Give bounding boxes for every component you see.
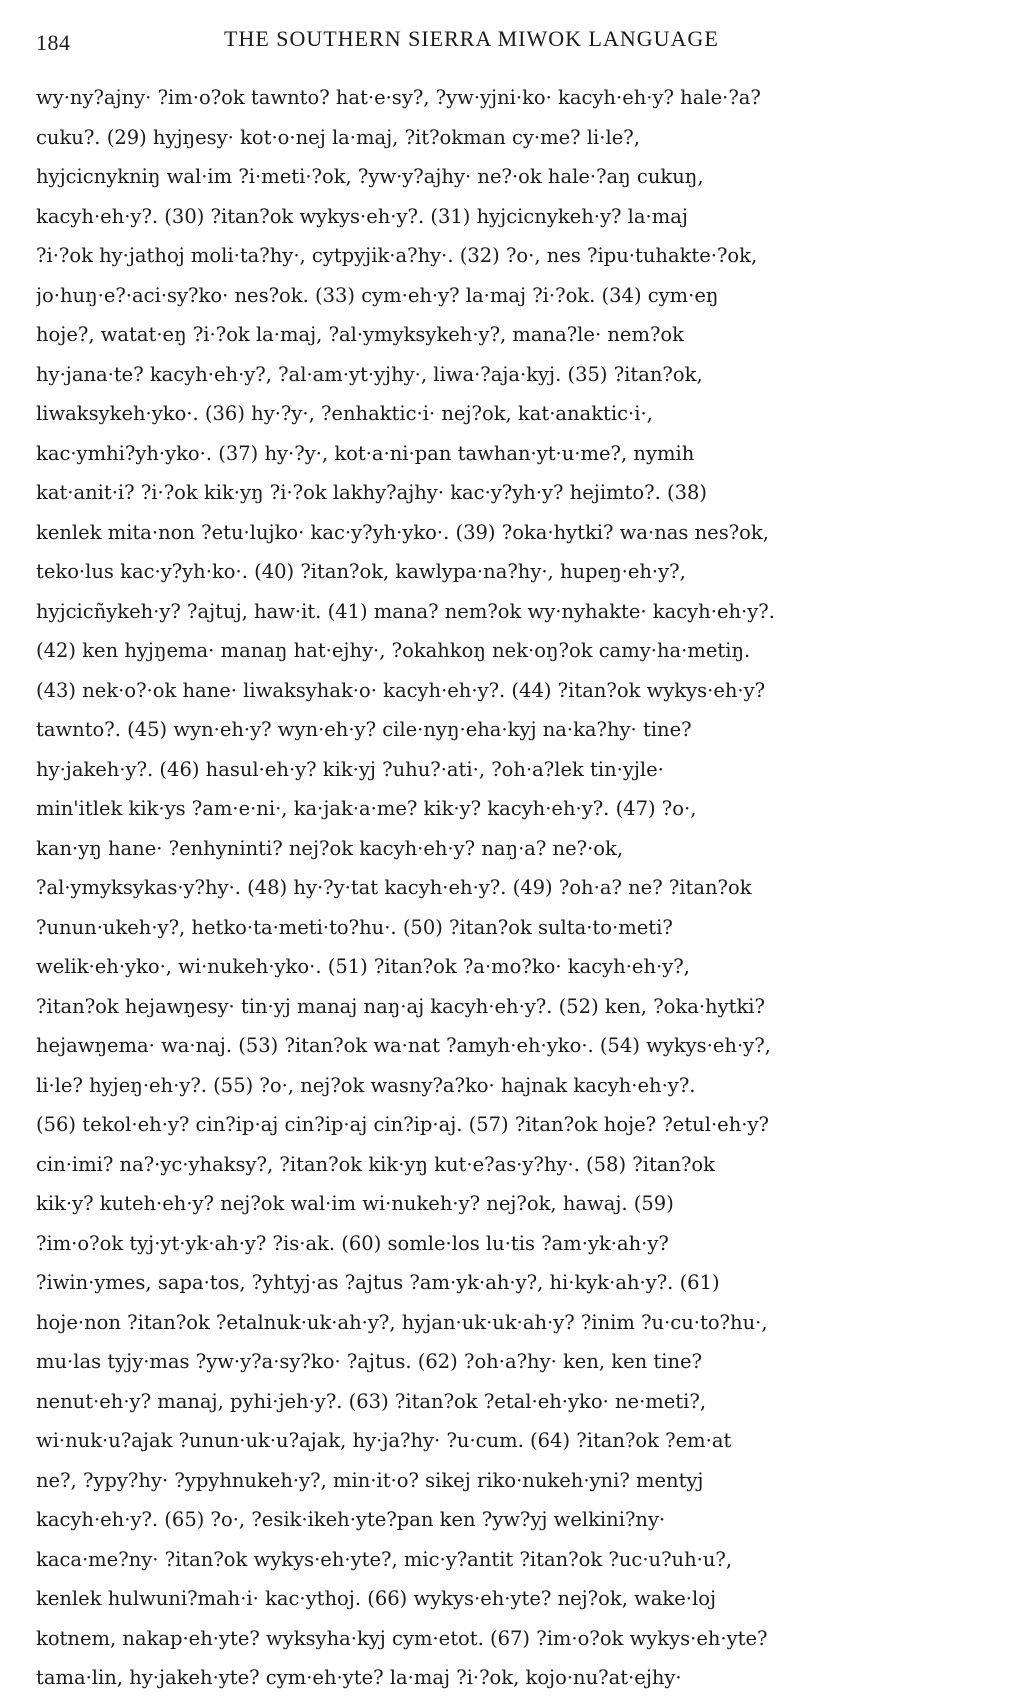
text-line: kenlek hulwuni?mah·i· kac·ythoj. (66) wykys·eh·yte? nej?ok, wake·loj <box>36 1587 716 1610</box>
text-line: kan·yŋ hane· ?enhyninti? nej?ok kacyh·eh·y? naŋ·a? ne?·ok, <box>36 836 624 860</box>
text-line: ?itan?ok hejawŋesy· tin·yj manaj naŋ·aj kacyh·eh·y?. (52) ken, ?oka·hytki? <box>36 994 765 1018</box>
text-line: teko·lus kac·y?yh·ko·. (40) ?itan?ok, kawlypa·na?hy·, hupeŋ·eh·y?, <box>36 560 686 583</box>
text-line: hyjcicñykeh·y? ?ajtuj, haw·it. (41) mana? nem?ok wy·nyhakte· kacyh·eh·y?. <box>36 599 775 623</box>
text-line: kat·anit·i? ?i·?ok kik·yŋ ?i·?ok lakhy?ajhy· kac·y?yh·y? hejimto?. (38) <box>36 481 708 504</box>
text-body <box>36 78 1006 1698</box>
text-line: jo·huŋ·e?·aci·sy?ko· nes?ok. (33) cym·eh·y? la·maj ?i·?ok. (34) cym·eŋ <box>36 283 719 307</box>
text-line: wy·ny?ajny· ?im·o?ok tawnto? hat·e·sy?, ?yw·yjni·ko· kacyh·eh·y? hale·?a? <box>36 86 761 109</box>
text-line: mu·las tyjy·mas ?yw·y?a·sy?ko· ?ajtus. (62) ?oh·a?hy· ken, ken tine? <box>36 1350 703 1373</box>
text-line: kik·y? kuteh·eh·y? nej?ok wal·im wi·nukeh·y? nej?ok, hawaj. (59) <box>36 1192 674 1215</box>
text-line: ne?, ?ypy?hy· ?ypyhnukeh·y?, min·it·o? sikej riko·nukeh·yni? mentyj <box>36 1468 704 1492</box>
text-line: kacyh·eh·y?. (30) ?itan?ok wykys·eh·y?. (31) hyjcicnykeh·y? la·maj <box>36 204 688 228</box>
text-line: kacyh·eh·y?. (65) ?o·, ?esik·ikeh·yte?pan ken ?yw?yj welkini?ny· <box>36 1508 666 1531</box>
text-line: tama·lin, hy·jakeh·yte? cym·eh·yte? la·maj ?i·?ok, kojo·nu?at·ejhy· <box>36 1666 682 1689</box>
text-line: kotnem, nakap·eh·yte? wyksyha·kyj cym·etot. (67) ?im·o?ok wykys·eh·yte? <box>36 1626 768 1650</box>
text-line: hejawŋema· wa·naj. (53) ?itan?ok wa·nat ?amyh·eh·yko·. (54) wykys·eh·y?, <box>36 1034 771 1057</box>
text-line: kenlek mita·non ?etu·lujko· kac·y?yh·yko·. (39) ?oka·hytki? wa·nas nes?ok, <box>36 520 769 544</box>
text-line: min'itlek kik·ys ?am·e·ni·, ka·jak·a·me? kik·y? kacyh·eh·y?. (47) ?o·, <box>36 797 697 820</box>
text-line: hy·jana·te? kacyh·eh·y?, ?al·am·yt·yjhy·, liwa·?aja·kyj. (35) ?itan?ok, <box>36 362 703 386</box>
text-line: li·le? hyjeŋ·eh·y?. (55) ?o·, nej?ok wasny?a?ko· hajnak kacyh·eh·y?. <box>36 1073 696 1097</box>
text-line: hoje·non ?itan?ok ?etalnuk·uk·ah·y?, hyjan·uk·uk·ah·y? ?inim ?u·cu·to?hu·, <box>36 1310 768 1334</box>
text-line: (42) ken hyjŋema· manaŋ hat·ejhy·, ?okahkoŋ nek·oŋ?ok camy·ha·metiŋ. <box>36 639 751 662</box>
text-line: ?al·ymyksykas·y?hy·. (48) hy·?y·tat kacyh·eh·y?. (49) ?oh·a? ne? ?itan?ok <box>36 876 752 899</box>
text-line: wi·nuk·u?ajak ?unun·uk·u?ajak, hy·ja?hy· ?u·cum. (64) ?itan?ok ?em·at <box>36 1429 732 1452</box>
text-line: ?i·?ok hy·jathoj moli·ta?hy·, cytpyjik·a?hy·. (32) ?o·, nes ?ipu·tuhakte·?ok, <box>36 244 758 267</box>
text-line: (56) tekol·eh·y? cin?ip·aj cin?ip·aj cin?ip·aj. (57) ?itan?ok hoje? ?etul·eh·y? <box>36 1113 769 1136</box>
text-line: kac·ymhi?yh·yko·. (37) hy·?y·, kot·a·ni·pan tawhan·yt·u·me?, nymih <box>36 441 695 465</box>
text-line: hy·jakeh·y?. (46) hasul·eh·y? kik·yj ?uhu?·ati·, ?oh·a?lek tin·yjle· <box>36 757 664 781</box>
page-header <box>36 20 806 60</box>
text-line: hoje?, watat·eŋ ?i·?ok la·maj, ?al·ymyksykeh·y?, mana?le· nem?ok <box>36 323 684 346</box>
text-line: kaca·me?ny· ?itan?ok wykys·eh·yte?, mic·y?antit ?itan?ok ?uc·u?uh·u?, <box>36 1547 733 1571</box>
text-line: (43) nek·o?·ok hane· liwaksyhak·o· kacyh·eh·y?. (44) ?itan?ok wykys·eh·y? <box>36 678 766 702</box>
text-line: tawnto?. (45) wyn·eh·y? wyn·eh·y? cile·nyŋ·eha·kyj na·ka?hy· tine? <box>36 718 692 741</box>
text-line: ?iwin·ymes, sapa·tos, ?yhtyj·as ?ajtus ?am·yk·ah·y?, hi·kyk·ah·y?. (61) <box>36 1271 720 1294</box>
text-line: ?unun·ukeh·y?, hetko·ta·meti·to?hu·. (50) ?itan?ok sulta·to·meti? <box>36 915 673 939</box>
page-number: 184 <box>36 30 71 55</box>
text-line: cuku?. (29) hyjŋesy· kot·o·nej la·maj, ?it?okman cy·me? li·le?, <box>36 125 640 149</box>
text-line: liwaksykeh·yko·. (36) hy·?y·, ?enhaktic·i· nej?ok, kat·anaktic·i·, <box>36 402 653 425</box>
text-line: hyjcicnykniŋ wal·im ?i·meti·?ok, ?yw·y?ajhy· ne?·ok hale·?aŋ cukuŋ, <box>36 165 704 188</box>
text-line: nenut·eh·y? manaj, pyhi·jeh·y?. (63) ?itan?ok ?etal·eh·yko· ne·meti?, <box>36 1389 707 1413</box>
running-title: THE SOUTHERN SIERRA MIWOK LANGUAGE <box>224 26 719 51</box>
text-line: cin·imi? na?·yc·yhaksy?, ?itan?ok kik·yŋ kut·e?as·y?hy·. (58) ?itan?ok <box>36 1152 715 1176</box>
text-line: ?im·o?ok tyj·yt·yk·ah·y? ?is·ak. (60) somle·los lu·tis ?am·yk·ah·y? <box>36 1231 669 1255</box>
text-line: welik·eh·yko·, wi·nukeh·yko·. (51) ?itan?ok ?a·mo?ko· kacyh·eh·y?, <box>36 955 690 978</box>
